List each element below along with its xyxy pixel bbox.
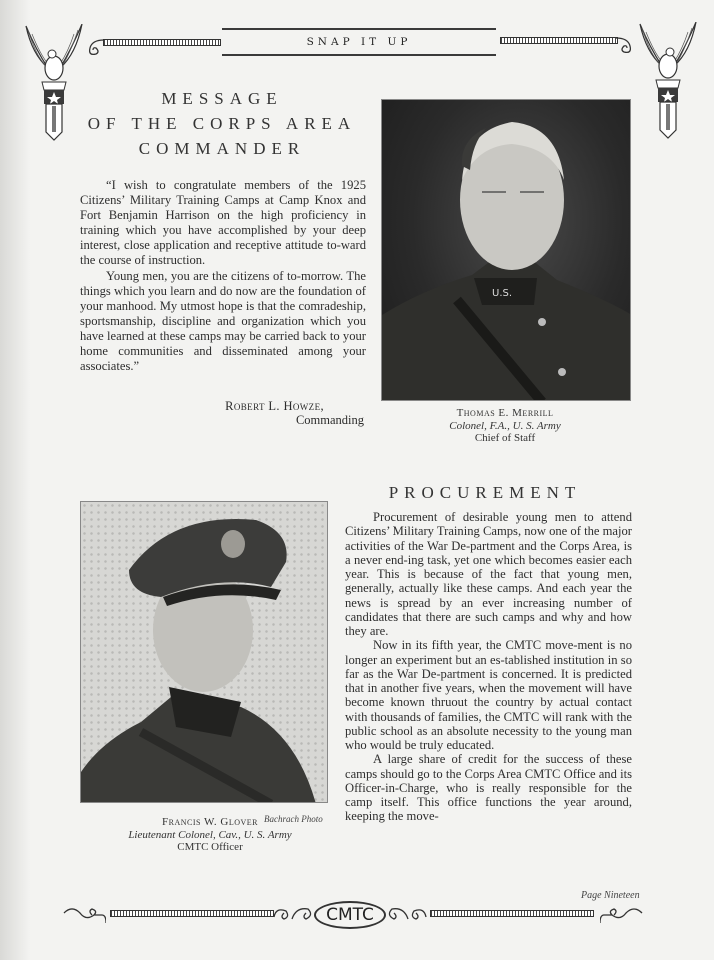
procurement-heading: PROCUREMENT — [388, 483, 582, 502]
caption-rank: Colonel, F.A., U. S. Army — [449, 419, 561, 432]
header-banner — [222, 28, 496, 56]
scroll-ornament-icon — [84, 36, 108, 58]
header-rope-left — [103, 39, 221, 46]
procurement-paragraph: Procurement of desirable young men to attend Citizens’ Military Training Camps, now one of the major activities of the War De-partment and the Corps Area, is a never end-ing task, yet one which becomes easier each year. This is because of the fact that young men, generally, actually like these camps. And each year the news is spread by an ever increasing number of candidates that there are such camps and why and how they are. — [345, 510, 632, 638]
scroll-ornament-icon — [62, 903, 106, 927]
eagle-icon — [22, 24, 86, 142]
message-heading — [82, 86, 362, 161]
eagle-icon — [636, 22, 700, 140]
portrait-merrill — [381, 99, 631, 401]
svg-text:U.S.: U.S. — [492, 288, 513, 299]
caption-glover — [90, 816, 330, 854]
heading-line: COMMANDER — [138, 139, 306, 158]
cmtc-emblem: CMTC — [314, 901, 386, 929]
portrait-glover — [80, 501, 328, 803]
message-body — [80, 178, 366, 374]
message-paragraph: “I wish to congratulate members of the 1925 Citizens’ Military Training Camps at Camp Knox and Fort Benjamin Harrison on the high proficiency in training which you have accomplished by your deep interest, close application and receptive attitude to-ward the course of instruction. — [80, 178, 366, 268]
caption-title: Chief of Staff — [474, 432, 536, 444]
portrait-glover-figure — [81, 502, 328, 803]
footer-rope-right — [430, 910, 594, 917]
procurement-body — [345, 510, 632, 824]
header-rope-right — [500, 37, 618, 44]
footer-rope-left — [110, 910, 274, 917]
caption-title: CMTC Officer — [177, 841, 243, 853]
caption-name: Francis W. Glover — [162, 816, 258, 828]
caption-name: Thomas E. Merrill — [456, 407, 554, 419]
caption-rank: Lieutenant Colonel, Cav., U. S. Army — [128, 828, 292, 841]
signature-name: Robert L. Howze, — [225, 399, 324, 413]
caption-merrill — [390, 407, 620, 445]
procurement-paragraph: A large share of credit for the success of these camps should go to the Corps Area CMTC Office and its Officer-in-Charge, who is really responsible for the camp itself. This office functions the year around, keeping the move- — [345, 752, 632, 824]
portrait-merrill-figure — [382, 100, 631, 401]
scroll-ornament-icon — [600, 903, 644, 927]
heading-line: OF THE CORPS AREA — [87, 114, 357, 133]
photo-credit: Bachrach Photo — [264, 814, 323, 824]
message-paragraph: Young men, you are the citizens of to-morrow. The things which you learn and do now are the foundation of your manhood. My utmost hope is that the comradeship, sportsmanship, discipline and organization which you have learned at these camps may be carried back to your home communities and disseminated among your associates.” — [80, 268, 366, 374]
signature-role: Commanding — [295, 413, 364, 427]
scroll-ornament-icon — [272, 901, 314, 927]
page-number: Page Nineteen — [581, 890, 640, 901]
scroll-ornament-icon — [612, 34, 636, 56]
heading-line: MESSAGE — [161, 89, 283, 108]
procurement-paragraph: Now in its fifth year, the CMTC move-ment is no longer an experiment but an es-tablished institution in so far as the War De-partment is concerned. It is predicted that in another five years, when the movement will have become known thruout the country by actual contact with thousands of families, the CMTC will rank with the public school as an absolute necessity to the young man who would be truly educated. — [345, 638, 632, 752]
scroll-ornament-icon — [386, 901, 428, 927]
page-footer — [0, 895, 714, 945]
running-title: SNAP IT UP — [306, 36, 412, 48]
